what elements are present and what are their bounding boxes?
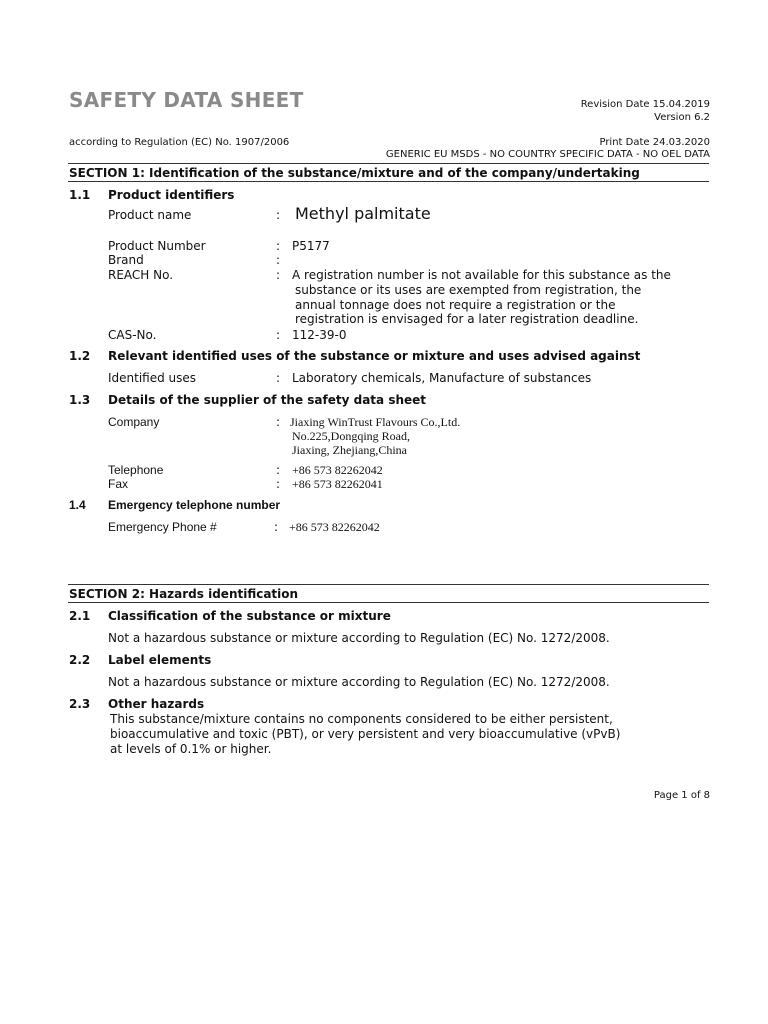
company-address-line: No.225,Dongqing Road, — [292, 429, 410, 443]
subsection-number: 2.2 — [69, 653, 91, 667]
identified-uses-label: Identified uses — [108, 371, 197, 385]
other-hazards-line: This substance/mixture contains no components considered to be either persistent, — [110, 712, 613, 726]
emergency-phone-label: Emergency Phone # — [108, 520, 217, 534]
generic-notice: GENERIC EU MSDS - NO COUNTRY SPECIFIC DATA - NO OEL DATA — [385, 149, 710, 160]
cas-value: 112-39-0 — [292, 328, 347, 342]
colon: : — [276, 268, 281, 282]
other-hazards-line: bioaccumulative and toxic (PBT), or very persistent and very bioaccumulative (vPvB) — [110, 727, 621, 741]
colon: : — [276, 208, 281, 222]
subsection-title: Classification of the substance or mixture — [108, 609, 391, 623]
section-2-heading: SECTION 2: Hazards identification — [69, 587, 299, 601]
subsection-number: 1.4 — [69, 498, 86, 512]
telephone-value: +86 573 82262042 — [292, 463, 383, 477]
label-elements-text: Not a hazardous substance or mixture according to Regulation (EC) No. 1272/2008. — [108, 675, 610, 689]
colon: : — [276, 371, 281, 385]
page-number: Page 1 of 8 — [653, 790, 710, 801]
subsection-number: 1.3 — [69, 393, 91, 407]
subsection-number: 1.1 — [69, 188, 91, 202]
product-name-label: Product name — [108, 208, 192, 222]
classification-text: Not a hazardous substance or mixture according to Regulation (EC) No. 1272/2008. — [108, 631, 610, 645]
product-number-label: Product Number — [108, 239, 206, 253]
emergency-phone-value: +86 573 82262042 — [289, 520, 380, 534]
other-hazards-line: at levels of 0.1% or higher. — [110, 742, 272, 756]
divider — [68, 163, 709, 164]
subsection-title: Details of the supplier of the safety data sheet — [108, 393, 427, 407]
product-name-value: Methyl palmitate — [295, 204, 431, 223]
divider — [68, 181, 709, 182]
divider — [68, 584, 709, 585]
subsection-title: Label elements — [108, 653, 212, 667]
regulation-reference: according to Regulation (EC) No. 1907/2006 — [69, 137, 290, 148]
subsection-number: 1.2 — [69, 349, 91, 363]
reach-text-line: annual tonnage does not require a registration or the — [295, 298, 616, 312]
product-number-value: P5177 — [292, 239, 330, 253]
colon: : — [276, 328, 281, 342]
version: Version 6.2 — [654, 112, 710, 123]
fax-label: Fax — [108, 477, 129, 491]
fax-value: +86 573 82262041 — [292, 477, 383, 491]
reach-label: REACH No. — [108, 268, 174, 282]
divider — [68, 602, 709, 603]
colon: : — [276, 463, 281, 477]
document-title: SAFETY DATA SHEET — [69, 88, 304, 112]
subsection-title: Emergency telephone number — [108, 498, 281, 512]
identified-uses-value: Laboratory chemicals, Manufacture of substances — [292, 371, 592, 385]
revision-date: Revision Date 15.04.2019 — [580, 99, 710, 110]
telephone-label: Telephone — [108, 463, 164, 477]
subsection-title: Product identifiers — [108, 188, 235, 202]
colon: : — [274, 520, 279, 534]
company-label: Company — [108, 415, 160, 429]
colon: : — [276, 253, 281, 267]
colon: : — [276, 239, 281, 253]
reach-text-line: A registration number is not available for this substance as the — [292, 268, 671, 282]
reach-text-line: registration is envisaged for a later registration deadline. — [295, 312, 639, 326]
subsection-number: 2.1 — [69, 609, 91, 623]
brand-label: Brand — [108, 253, 144, 267]
reach-text-line: substance or its uses are exempted from registration, the — [295, 283, 642, 297]
company-address-line: Jiaxing WinTrust Flavours Co.,Ltd. — [290, 415, 461, 429]
subsection-number: 2.3 — [69, 697, 91, 711]
company-address-line: Jiaxing, Zhejiang,China — [292, 443, 407, 457]
print-date: Print Date 24.03.2020 — [599, 137, 710, 148]
section-1-heading: SECTION 1: Identification of the substance/mixture and of the company/undertaking — [69, 166, 640, 180]
colon: : — [276, 477, 281, 491]
subsection-title: Other hazards — [108, 697, 205, 711]
subsection-title: Relevant identified uses of the substance or mixture and uses advised against — [108, 349, 641, 363]
cas-label: CAS-No. — [108, 328, 157, 342]
colon: : — [276, 415, 281, 429]
